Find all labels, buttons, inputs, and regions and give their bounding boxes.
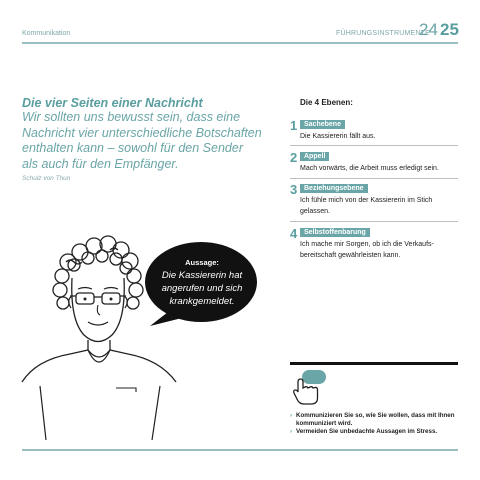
level-text: Die Kassiererin fällt aus. xyxy=(300,133,376,140)
level-number: 4 xyxy=(290,226,298,241)
quote-source: Schulz von Thun xyxy=(22,175,71,182)
pointing-hand-icon xyxy=(290,368,330,408)
level-text: Mach vorwärts, die Arbeit muss erledigt sein. xyxy=(300,165,439,172)
level-tag: Selbstoffenbarung xyxy=(300,228,370,237)
tip-item: › Vermeiden Sie unbedachte Aussagen im Stress. xyxy=(290,428,460,436)
quote-body: Wir sollten uns bewusst sein, dass eine Nachricht vier unterschiedliche Botschaften enthalten kann – sowohl für den Sender als auch für den Empfänger. xyxy=(22,110,262,171)
bubble-text: Die Kassiererin hat angerufen und sich krankgemeldet. xyxy=(161,270,243,307)
levels-title: Die 4 Ebenen: xyxy=(300,98,353,107)
level-tag: Beziehungsebene xyxy=(300,184,368,193)
page-number-right: 25 xyxy=(440,20,459,39)
level-tag: Sachebene xyxy=(300,120,345,129)
speech-bubble-content xyxy=(152,258,252,308)
level-text: Ich mache mir Sorgen, ob ich die Verkaufs-bereitschaft gewährleisten kann. xyxy=(300,241,434,259)
bubble-label: Aussage: xyxy=(185,258,219,267)
tip-item: › Kommunizieren Sie so, wie Sie wollen, dass mit Ihnen kommuniziert wird. xyxy=(290,412,460,428)
tips-divider xyxy=(290,362,458,365)
section-label: Kommunikation xyxy=(22,30,71,37)
tips-list xyxy=(290,412,460,436)
level-divider xyxy=(290,145,458,146)
footer-divider xyxy=(22,449,458,451)
level-tag: Appell xyxy=(300,152,329,161)
level-text: Ich fühle mich von der Kassiererin im Stich gelassen. xyxy=(300,197,433,215)
level-divider xyxy=(290,178,458,179)
page-number-left: 24 xyxy=(419,20,438,39)
level-divider xyxy=(290,221,458,222)
level-number: 3 xyxy=(290,182,298,197)
quote-title: Die vier Seiten einer Nachricht xyxy=(22,96,203,110)
level-number: 1 xyxy=(290,118,298,133)
chapter-label: FÜHRUNGSINSTRUMENTE xyxy=(336,30,431,37)
level-number: 2 xyxy=(290,150,298,165)
